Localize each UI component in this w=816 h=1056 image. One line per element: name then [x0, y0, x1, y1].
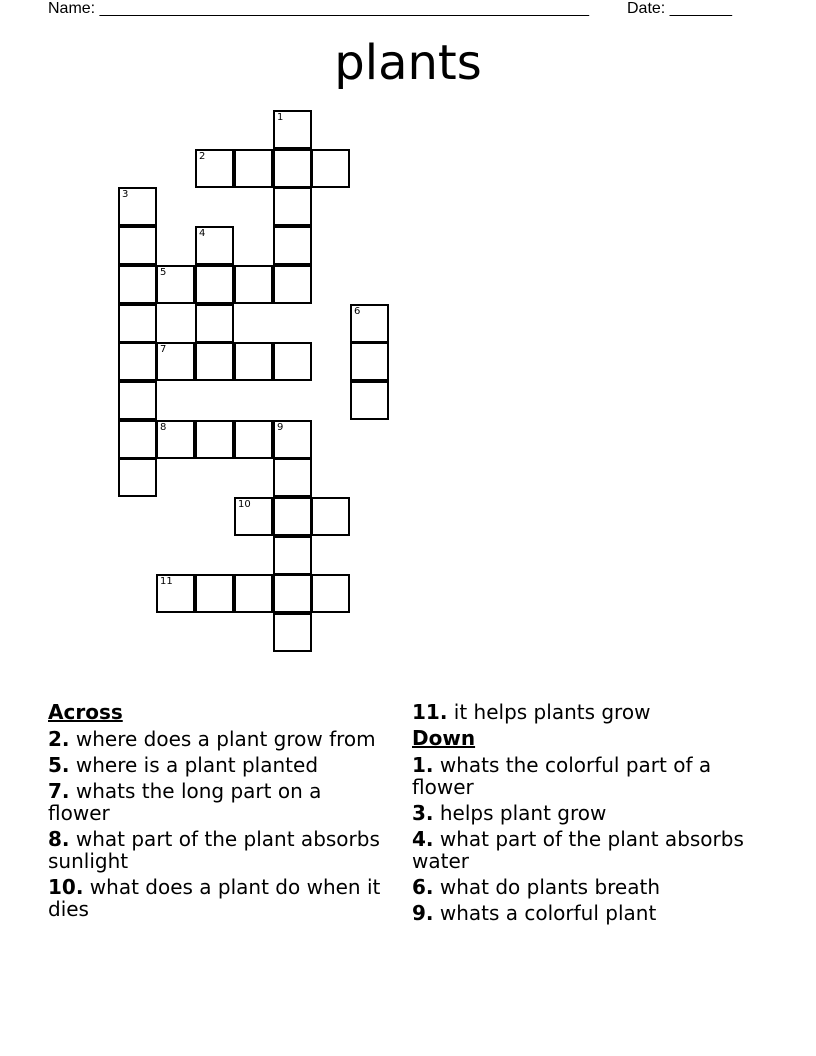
grid-cell [311, 497, 350, 536]
grid-cell [156, 342, 195, 381]
grid-cell [118, 342, 157, 381]
grid-cell [273, 574, 312, 613]
grid-cell [195, 265, 234, 304]
page-title: plants [334, 35, 482, 91]
grid-cell [156, 420, 195, 459]
clue-text: what do plants breath [433, 875, 661, 899]
clue-number: 10. [48, 875, 84, 899]
clue-text: what does a plant do when it dies [48, 875, 381, 921]
down-heading: Down [412, 726, 476, 750]
cell-number: 5 [160, 267, 167, 278]
grid-cell [273, 110, 312, 149]
clue-text: where is a plant planted [69, 753, 319, 777]
cell-number: 9 [277, 422, 284, 433]
grid-cell [118, 226, 157, 265]
clue-number: 3. [412, 801, 434, 825]
grid-cell [156, 265, 195, 304]
grid-cell [195, 420, 234, 459]
grid-cell [118, 304, 157, 343]
grid-cell [195, 574, 234, 613]
down-clue [412, 754, 752, 798]
grid-cell [350, 342, 389, 381]
down-clue [412, 828, 752, 872]
cell-number: 6 [354, 306, 361, 317]
clues-left-column [48, 701, 388, 924]
date-field-line: Date: _______ [627, 0, 732, 17]
across-heading: Across [48, 700, 123, 724]
grid-cell [156, 574, 195, 613]
down-clue [412, 802, 752, 824]
grid-cell [350, 381, 389, 420]
grid-cell [273, 458, 312, 497]
grid-cell [195, 304, 234, 343]
across-clue [48, 828, 388, 872]
grid-cell [118, 420, 157, 459]
grid-cell [273, 497, 312, 536]
clue-number: 6. [412, 875, 434, 899]
clue-number: 4. [412, 827, 434, 851]
cell-number: 10 [238, 499, 251, 510]
clue-text: whats the colorful part of a flower [412, 753, 712, 799]
clues-right-column [412, 701, 752, 928]
grid-cell [273, 187, 312, 226]
clue-number: 1. [412, 753, 434, 777]
grid-cell [195, 342, 234, 381]
grid-cell [118, 265, 157, 304]
grid-cell [234, 574, 273, 613]
grid-cell [273, 226, 312, 265]
down-clue [412, 902, 752, 924]
clue-number: 9. [412, 901, 434, 925]
cell-number: 8 [160, 422, 167, 433]
grid-cell [234, 342, 273, 381]
clue-text: what part of the plant absorbs water [412, 827, 744, 873]
clue-text: it helps plants grow [447, 700, 651, 724]
across-clue [48, 876, 388, 920]
cell-number: 3 [122, 189, 129, 200]
grid-cell [311, 574, 350, 613]
grid-cell [273, 342, 312, 381]
clue-number: 8. [48, 827, 70, 851]
grid-cell [273, 149, 312, 188]
across-clue [412, 701, 752, 723]
clue-text: whats a colorful plant [433, 901, 657, 925]
grid-cell [118, 381, 157, 420]
across-clue [48, 728, 388, 750]
clue-text: where does a plant grow from [69, 727, 376, 751]
clue-number: 2. [48, 727, 70, 751]
down-clue [412, 876, 752, 898]
clue-number: 7. [48, 779, 70, 803]
cell-number: 11 [160, 576, 173, 587]
cell-number: 1 [277, 112, 284, 123]
grid-cell [311, 149, 350, 188]
grid-cell [234, 149, 273, 188]
cell-number: 7 [160, 344, 167, 355]
grid-cell [350, 304, 389, 343]
grid-cell [273, 613, 312, 652]
clue-text: helps plant grow [433, 801, 607, 825]
grid-cell [273, 420, 312, 459]
grid-cell [273, 265, 312, 304]
clue-number: 5. [48, 753, 70, 777]
grid-cell [273, 536, 312, 575]
grid-cell [234, 497, 273, 536]
clue-text: whats the long part on a flower [48, 779, 322, 825]
cell-number: 2 [199, 151, 206, 162]
across-clue [48, 780, 388, 824]
grid-cell [118, 187, 157, 226]
grid-cell [195, 149, 234, 188]
grid-cell [234, 265, 273, 304]
clue-text: what part of the plant absorbs sunlight [48, 827, 380, 873]
name-field-line: Name: _______________________________________________________ [48, 0, 589, 17]
grid-cell [195, 226, 234, 265]
clue-number: 11. [412, 700, 448, 724]
grid-cell [234, 420, 273, 459]
cell-number: 4 [199, 228, 206, 239]
grid-cell [118, 458, 157, 497]
across-clue [48, 754, 388, 776]
